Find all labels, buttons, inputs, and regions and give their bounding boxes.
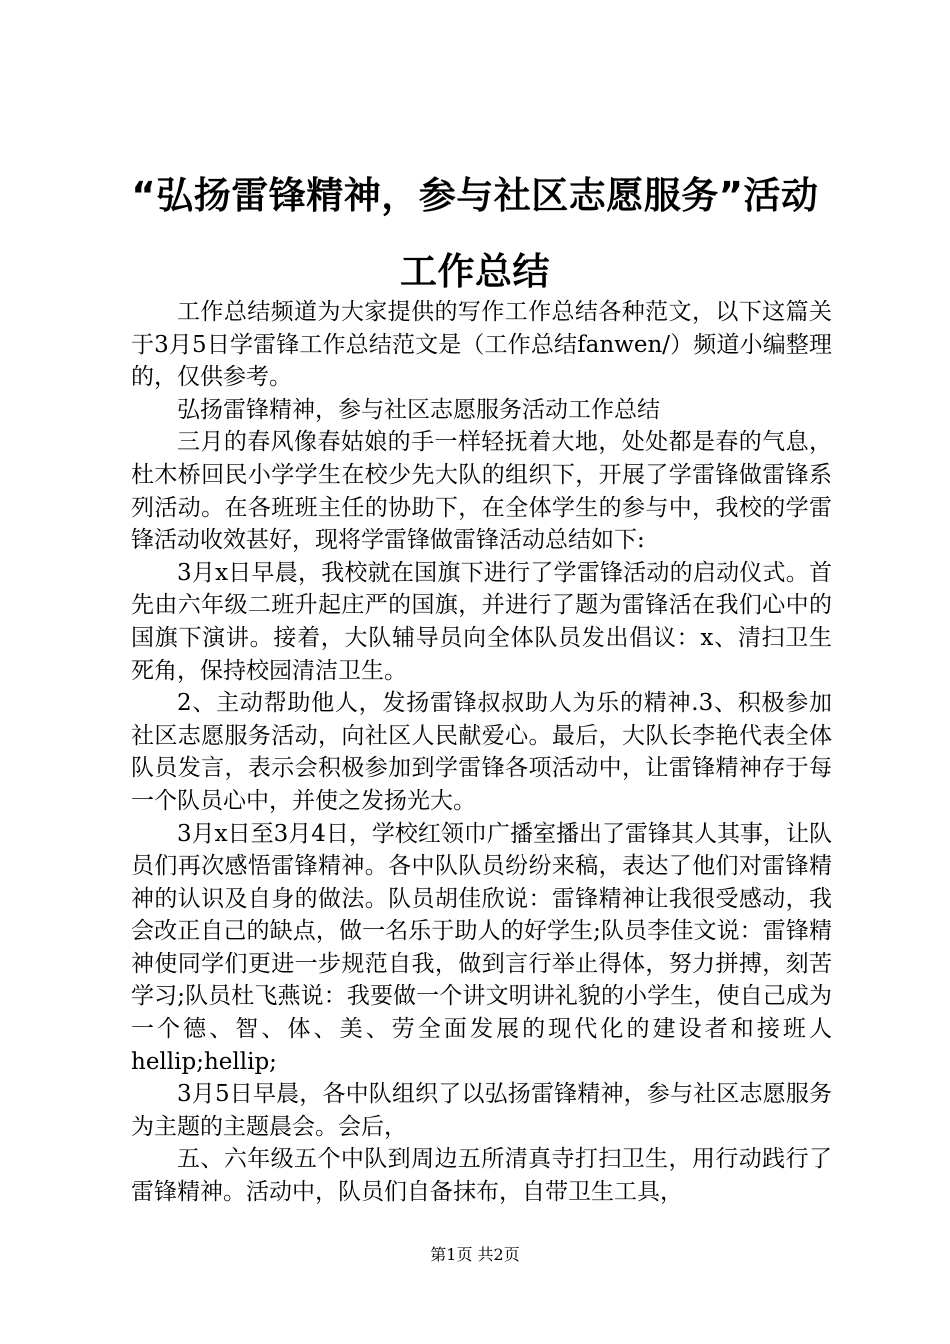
document-title: “弘扬雷锋精神，参与社区志愿服务”活动工作总结 [131, 174, 819, 293]
document-body [131, 296, 832, 1209]
paragraph-initiatives: 2、主动帮助他人，发扬雷锋叔叔助人为乐的精神.3、积极参加社区志愿服务活动，向社区人民献爱心。最后，大队长李艳代表全体队员发言，表示会积极参加到学雷锋各项活动中，让雷锋精神存于每一个队员心中，并使之发扬光大。 [131, 690, 832, 814]
paragraph-ceremony: 3月x日早晨，我校就在国旗下进行了学雷锋活动的启动仪式。首先由六年级二班升起庄严的国旗，并进行了题为雷锋活在我们心中的国旗下演讲。接着，大队辅导员向全体队员发出倡议：x、清扫卫生死角，保持校园清洁卫生。 [131, 559, 832, 684]
paragraph-morning-meeting: 3月5日早晨，各中队组织了以弘扬雷锋精神，参与社区志愿服务为主题的主题晨会。会后， [131, 1081, 832, 1140]
paragraph-opening: 三月的春风像春姑娘的手一样轻抚着大地，处处都是春的气息，杜木桥回民小学学生在校少先大队的组织下，开展了学雷锋做雷锋系列活动。在各班班主任的协助下，在全体学生的参与中，我校的学雷锋活动收效甚好，现将学雷锋做雷锋活动总结如下: [131, 429, 832, 554]
paragraph-intro: 工作总结频道为大家提供的写作工作总结各种范文，以下这篇关于3月5日学雷锋工作总结范文是（工作总结fanwen/）频道小编整理的，仅供参考。 [131, 299, 832, 391]
paragraph-cleaning: 五、六年级五个中队到周边五所清真寺打扫卫生，用行动践行了雷锋精神。活动中，队员们自备抹布，自带卫生工具， [131, 1146, 832, 1206]
page-number-footer: 第1页 共2页 [430, 1245, 520, 1264]
paragraph-broadcast: 3月x日至3月4日，学校红领巾广播室播出了雷锋其人其事，让队员们再次感悟雷锋精神。各中队队员纷纷来稿，表达了他们对雷锋精神的认识及自身的做法。队员胡佳欣说：雷锋精神让我很受感动，我会改正自己的缺点，做一名乐于助人的好学生;队员李佳文说：雷锋精神使同学们更进一步规范自我，做到言行举止得体，努力拼搏，刻苦学习;队员杜飞燕说：我要做一个讲文明讲礼貌的小学生，使自己成为一个德、智、体、美、劳全面发展的现代化的建设者和接班人hellip;hellip; [131, 820, 832, 1075]
paragraph-subtitle: 弘扬雷锋精神，参与社区志愿服务活动工作总结 [177, 396, 660, 423]
